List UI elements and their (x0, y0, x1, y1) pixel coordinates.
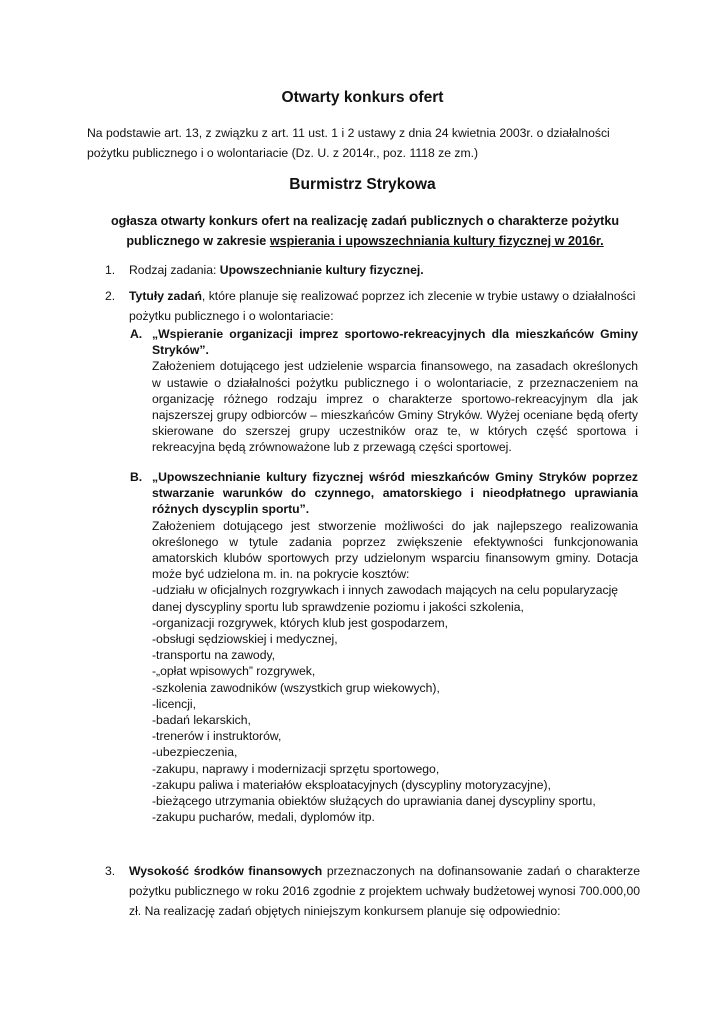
cost-item: -bieżącego utrzymania obiektów służących do uprawiania danej dyscypliny sportu, (152, 794, 596, 809)
announcement-subheading (95, 211, 635, 251)
cost-item: -ubezpieczenia, (152, 745, 238, 760)
funds-label: Wysokość środków finansowych (129, 864, 323, 878)
cost-item: -„opłat wpisowych” rozgrywek, (152, 664, 316, 679)
cost-item: -badań lekarskich, (152, 713, 251, 728)
list-number: 1. (105, 263, 116, 277)
cost-item: -organizacji rozgrywek, których klub jest gospodarzem, (152, 615, 449, 630)
task-type-label: Rodzaj zadania: (129, 263, 220, 277)
list-number: 3. (105, 864, 116, 878)
sub-letter: A. (130, 327, 143, 341)
cost-item: -udziału w oficjalnych rozgrywkach i innych zawodach mających na celu popularyzację danej dyscypliny sportu lub sprawdzenie poziomu i jakości szkolenia, (152, 583, 619, 614)
cost-item: -trenerów i instruktorów, (152, 729, 282, 744)
sub-letter: B. (130, 470, 143, 484)
list-item-body (129, 861, 640, 921)
subheading-underlined-text: wspierania i upowszechniania kultury fizycznej w 2016r. (269, 234, 604, 248)
list-number: 2. (105, 289, 116, 303)
cost-item: -obsługi sędziowskiej i medycznej, (152, 632, 338, 647)
cost-item: -licencji, (152, 696, 197, 711)
list-item-body (129, 260, 640, 280)
cost-list (152, 582, 638, 825)
task-type-value: Upowszechnianie kultury fizycznej. (219, 263, 424, 277)
authority-heading: Burmistrz Strykowa (289, 176, 436, 193)
document-title: Otwarty konkurs ofert (281, 89, 444, 106)
task-titles-text: , które planuje się realizować poprzez ich zlecenie w trybie ustawy o działalności pożytku publicznego i o wolontariacie: (129, 289, 636, 323)
sub-item-description: Założeniem dotującego jest udzielenie wsparcia finansowego, na zasadach określonych w ustawie o działalności pożytku publicznego i o wolontariacie, z przeznaczeniem na organizację różnego rodzaju imprez o charakterze sportowo-rekreacyjnym dla jak najszerszej grupy odbiorców – mieszkańców Gminy Stryków. Wyżej oceniane będą oferty skierowane do szerszej grupy uczestników oraz te, w których część sportowa i rekreacyjna będą zrównoważone lub z przewagą części sportowej. (152, 359, 638, 455)
cost-item: -zakupu pucharów, medali, dyplomów itp. (152, 810, 375, 825)
task-titles-label: Tytuły zadań (129, 289, 202, 303)
subheading-text: ogłasza otwarty konkurs ofert na realizację zadań publicznych o charakterze pożytku publicznego w zakresie (110, 214, 620, 248)
cost-item: -szkolenia zawodników (wszystkich grup wiekowych), (152, 680, 440, 695)
cost-item: -transportu na zawody, (152, 648, 276, 663)
cost-item: -zakupu paliwa i materiałów eksploatacyjnych (dyscypliny motoryzacyjne), (152, 777, 551, 792)
list-item-body (129, 286, 640, 326)
funds-text: przeznaczonych na dofinansowanie zadań o charakterze pożytku publicznego w roku 2016 zgodnie z projektem uchwały budżetowej wynosi 700.000,00 zł. Na realizację zadań objętych niniejszym konkursem planuje się odpowiednio: (129, 864, 640, 918)
sub-item-title: „Upowszechnianie kultury fizycznej wśród mieszkańców Gminy Stryków poprzez stwarzanie warunków do czynnego, amatorskiego i nieodpłatnego uprawiania różnych dyscyplin sportu”. (152, 470, 638, 517)
sub-item-body (152, 326, 638, 456)
sub-item-description: Założeniem dotującego jest stworzenie możliwości do jak najlepszego realizowania określonego w tytule zadania poprzez zwiększenie efektywności funkcjonowania amatorskich klubów sportowych przy udzielonym wsparciu finansowym gminy. Dotacja może być udzielona m. in. na pokrycie kosztów: (152, 518, 638, 582)
cost-item: -zakupu, naprawy i modernizacji sprzętu sportowego, (152, 761, 440, 776)
intro-paragraph: Na podstawie art. 13, z związku z art. 11 ust. 1 i 2 ustawy z dnia 24 kwietnia 2003r. o działalności pożytku publicznego i o wolontariacie (Dz. U. z 2014r., poz. 1118 ze zm.) (87, 126, 610, 160)
sub-item-title: „Wspieranie organizacji imprez sportowo-rekreacyjnych dla mieszkańców Gminy Stryków”. (152, 327, 638, 358)
sub-item-body (152, 469, 638, 825)
